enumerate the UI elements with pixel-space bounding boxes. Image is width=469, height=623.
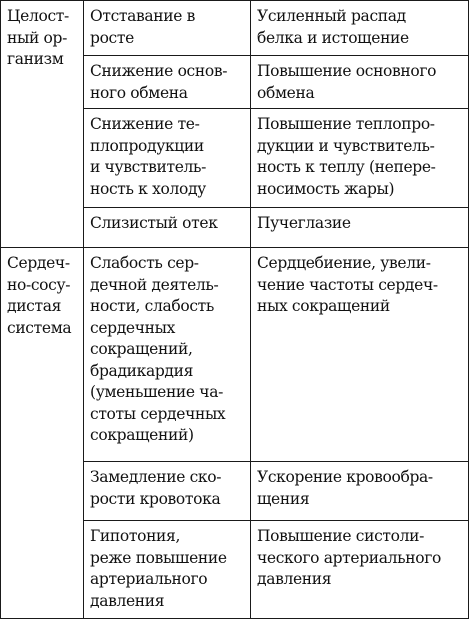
system-cell: Целост- ный ор- ганизм <box>1 1 84 248</box>
hypofunction-cell: Снижение основ- ного обмена <box>84 56 251 109</box>
hypofunction-cell: Замедление ско- рости кровотока <box>84 462 251 521</box>
hyperfunction-cell: Сердцебиение, увели- чение частоты сердеч- ных сокращений <box>251 248 469 462</box>
hypofunction-cell: Снижение те- плопродукции и чувствитель- ность к холоду <box>84 109 251 208</box>
hyperfunction-cell: Пучеглазие <box>251 208 469 248</box>
system-cell: Сердеч- но-сосу- дистая система <box>1 248 84 619</box>
hypofunction-cell: Слизистый отек <box>84 208 251 248</box>
hyperfunction-cell: Повышение систоли- ческого артериального давления <box>251 521 469 619</box>
hyperfunction-cell: Усиленный распад белка и истощение <box>251 1 469 56</box>
table-row <box>1 1 469 56</box>
hyperfunction-cell: Ускорение кровообра- щения <box>251 462 469 521</box>
hyperfunction-cell: Повышение теплопро- дукции и чувствитель- ность к теплу (непере- носимость жары) <box>251 109 469 208</box>
hypofunction-cell: Слабость сер- дечной деятель- ности, слабость сердечных сокращений, брадикардия (уменьшение ча- стоты сердечных сокращений) <box>84 248 251 462</box>
hyperfunction-cell: Повышение основного обмена <box>251 56 469 109</box>
hypofunction-cell: Отставание в росте <box>84 1 251 56</box>
hypofunction-cell: Гипотония, реже повышение артериального давления <box>84 521 251 619</box>
table-row <box>1 248 469 462</box>
